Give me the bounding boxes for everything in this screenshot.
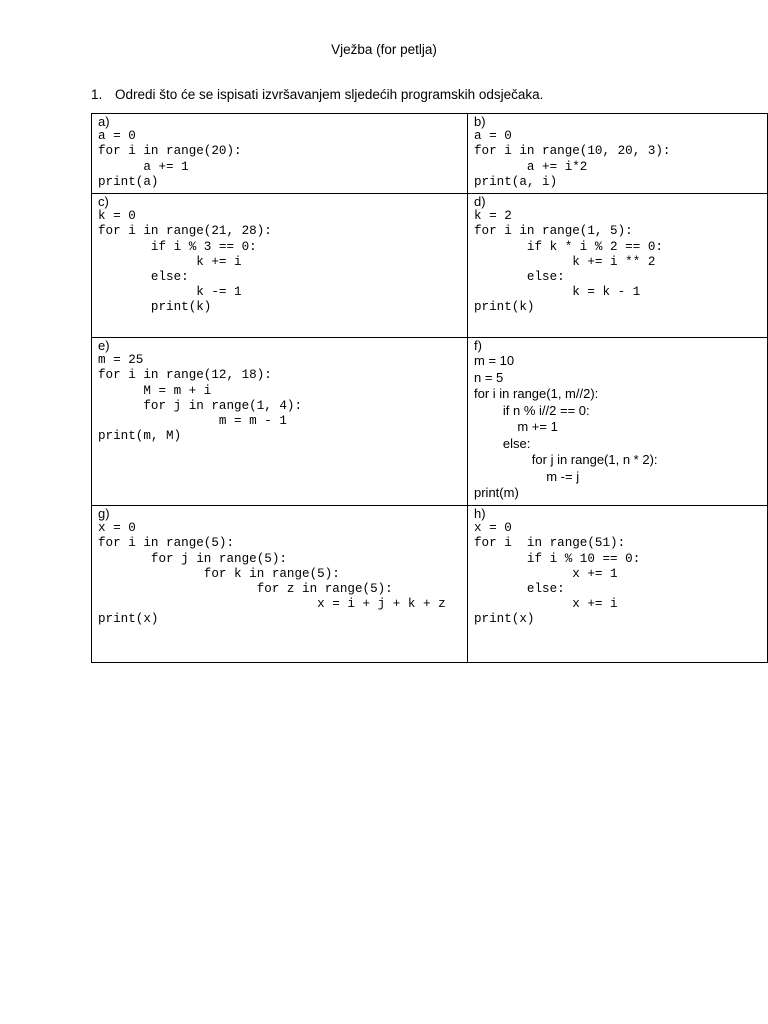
cell-label: b) bbox=[474, 114, 486, 129]
code-snippet: k = 2 for i in range(1, 5): if k * i % 2 == 0: k += i ** 2 else: k = k - 1 print(k) bbox=[474, 209, 663, 315]
code-snippet: k = 0 for i in range(21, 28): if i % 3 == 0: k += i else: k -= 1 print(k) bbox=[98, 209, 272, 315]
cell-c bbox=[92, 194, 468, 338]
code-snippet: m = 25 for i in range(12, 18): M = m + i for j in range(1, 4): m = m - 1 print(m, M) bbox=[98, 353, 303, 444]
code-snippet: x = 0 for i in range(5): for j in range(5): for k in range(5): for z in range(5): x = i + j + k + z print(x) bbox=[98, 521, 446, 627]
cell-label: d) bbox=[474, 194, 486, 209]
cell-d bbox=[468, 194, 768, 338]
cell-label: g) bbox=[98, 506, 110, 521]
cell-b bbox=[468, 114, 768, 194]
question-1 bbox=[91, 87, 543, 102]
table-row bbox=[92, 338, 768, 506]
code-snippet: x = 0 for i in range(51): if i % 10 == 0: x += 1 else: x += i print(x) bbox=[474, 521, 641, 627]
cell-g bbox=[92, 506, 468, 663]
cell-f bbox=[468, 338, 768, 506]
code-snippet: m = 10 n = 5 for i in range(1, m//2): if n % i//2 == 0: m += 1 else: for j in range(1, n * 2): m -= j print(m) bbox=[474, 353, 658, 501]
exercise-table bbox=[91, 113, 768, 663]
cell-label: e) bbox=[98, 338, 110, 353]
code-snippet: a = 0 for i in range(20): a += 1 print(a) bbox=[98, 129, 242, 189]
cell-label: h) bbox=[474, 506, 486, 521]
table-row bbox=[92, 114, 768, 194]
cell-h bbox=[468, 506, 768, 663]
cell-a bbox=[92, 114, 468, 194]
page-title: Vježba (for petlja) bbox=[331, 42, 437, 57]
code-snippet: a = 0 for i in range(10, 20, 3): a += i*2 print(a, i) bbox=[474, 129, 671, 189]
question-text: Odredi što će se ispisati izvršavanjem sljedećih programskih odsječaka. bbox=[115, 87, 544, 102]
cell-label: a) bbox=[98, 114, 110, 129]
cell-label: f) bbox=[474, 338, 482, 353]
table-row bbox=[92, 194, 768, 338]
table-row bbox=[92, 506, 768, 663]
cell-e bbox=[92, 338, 468, 506]
question-number: 1. bbox=[91, 87, 103, 102]
cell-label: c) bbox=[98, 194, 109, 209]
